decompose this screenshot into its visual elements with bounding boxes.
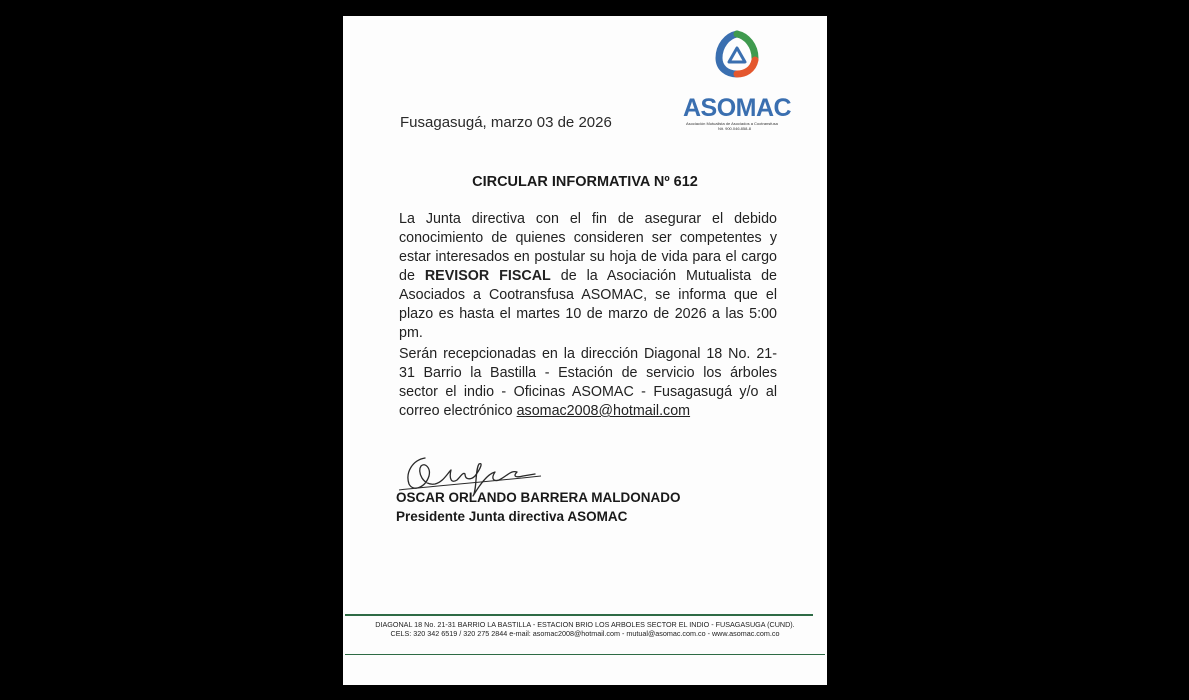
footer-divider-bottom xyxy=(345,654,825,655)
footer-divider-top xyxy=(345,614,813,616)
footer-contacts: CELS: 320 342 6519 / 320 275 2844 e-mail: asomac2008@hotmail.com - mutual@asomac.com.co - www.asomac.com.co xyxy=(390,629,780,638)
paragraph-text: de la Asociación Mutualista de Asociados a Cootransfusa ASOMAC, se informa que el plazo es hasta el martes 10 de marzo de 2026 a las 5:00 pm. xyxy=(399,268,777,341)
paragraph-text: La Junta directiva con el fin de asegurar el debido conocimiento de quienes consideren ser competentes y estar interesados en postular su hoja de vida para el cargo de xyxy=(399,211,777,284)
asomac-logo-mark-icon xyxy=(713,30,761,78)
footer-address: DIAGONAL 18 No. 21-31 BARRIO LA BASTILLA - ESTACION BRIO LOS ARBOLES SECTOR EL INDIO - FUSAGASUGA (CUND). xyxy=(375,620,795,629)
paragraph-text: Serán recepcionadas en la dirección Diagonal 18 No. 21-31 Barrio la Bastilla - Estación de servicio los árboles sector el indio - Oficinas ASOMAC - Fusagasugá y/o al correo electrónico xyxy=(399,346,777,419)
position-name: REVISOR FISCAL xyxy=(424,268,551,284)
logo-subtitle xyxy=(686,121,778,131)
signer-name: OSCAR ORLANDO BARRERA MALDONADO xyxy=(396,490,681,505)
asomac-logo xyxy=(677,30,797,131)
letter-date: Fusagasugá, marzo 03 de 2026 xyxy=(400,114,612,131)
circular-title: CIRCULAR INFORMATIVA Nº 612 xyxy=(472,174,698,190)
letter-page xyxy=(343,16,827,685)
logo-wordmark: ASOMAC xyxy=(683,94,792,122)
email-link[interactable]: asomac2008@hotmail.com xyxy=(516,403,691,419)
submission-paragraph xyxy=(399,345,777,421)
announcement-paragraph xyxy=(399,210,777,343)
signer-role: Presidente Junta directiva ASOMAC xyxy=(396,509,628,524)
logo-subtitle-line: Asociación Mutualista de Asociados a Cootransfusa xyxy=(686,121,778,126)
logo-nit: Nit. 900.046.858-8 xyxy=(718,126,751,131)
